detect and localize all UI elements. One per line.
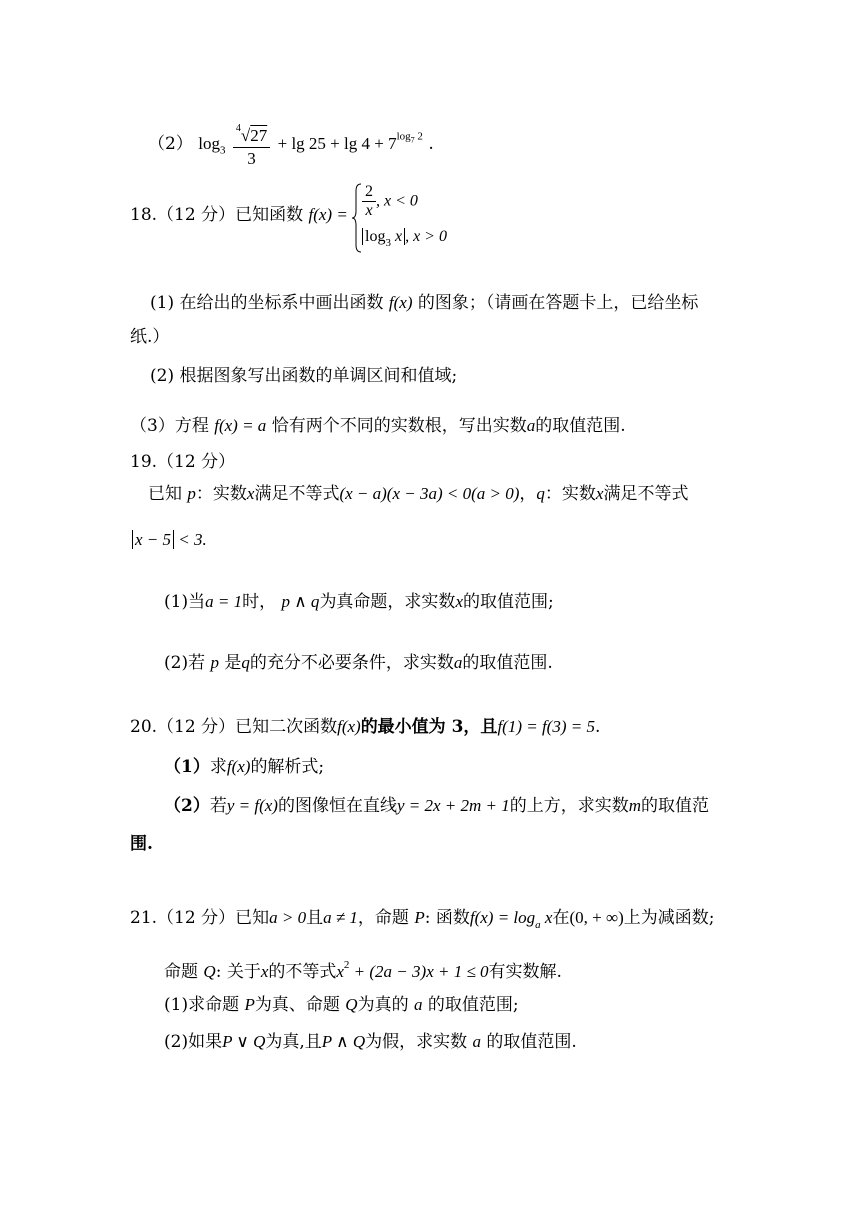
problem-18-part-1: (1) 在给出的坐标系中画出函数 f(x) 的图象；（请画在答题卡上，已给坐标 (150, 293, 699, 313)
score: （12 分） (157, 717, 236, 737)
expression-rest: + lg 25 + lg 4 + 7 (277, 134, 397, 153)
score: （12 分） (157, 205, 236, 225)
score: （12 分） (157, 908, 236, 928)
radicand: 27 (250, 126, 268, 145)
piecewise-case-1: $\frac{2}{x}$ , x < 0 (362, 183, 418, 220)
problem-21-part-1: (1)求命题 P为真、命题 Q为真的 a 的取值范围; (164, 995, 519, 1015)
log-base: 3 (219, 144, 226, 157)
problem-18-part-1-cont: 纸.） (130, 327, 170, 347)
problem-19-header (130, 450, 235, 474)
problem-19-part-2: (2)若 p 是q的充分不必要条件，求实数a的取值范围. (164, 653, 553, 673)
radical-fraction: $\frac{^4√27}{3}$ (233, 118, 270, 170)
function-label: f(x) = (308, 205, 348, 224)
problem-19-line-2: x − 5 < 3. (132, 528, 207, 552)
root-index: 4 (235, 123, 241, 134)
problem-20-part-2-cont: 围. (130, 834, 153, 854)
problem-21-line-2: 命题 Q: 关于x的不等式$x^2 + (2a - 3)x + 1 \le 0$有实数解. (164, 959, 562, 982)
problem-20-part-1: （1）求f(x)的解析式; (164, 757, 325, 777)
part-label: （2） (148, 134, 193, 154)
problem-17-part-2: （2） $\log_3$ $\frac{^4√27}{3}$ + $\lg 25 + \lg 4 + 7^{log7}$ $^2$ . (148, 118, 434, 168)
problem-number: 21. (130, 908, 158, 928)
problem-21-part-2: (2)如果P ∨ Q为真,且P ∧ Q为假，求实数 a 的取值范围. (164, 1032, 577, 1052)
problem-number: 18. (130, 205, 158, 225)
problem-19-part-1: (1)当a = 1时， p ∧ q为真命题，求实数x的取值范围; (164, 592, 554, 612)
problem-19-line-1: 已知 p：实数x满足不等式(x − a)(x − 3a) < 0(a > 0)，q：实数x满足不等式 (148, 484, 689, 504)
piecewise-case-2: $\log_3 x$ , x > 0 (362, 228, 447, 249)
problem-18-part-2: (2) 根据图象写出函数的单调区间和值域; (150, 366, 458, 386)
problem-number: 20. (130, 717, 158, 737)
denominator: 3 (247, 149, 256, 168)
score: （12 分） (157, 452, 236, 472)
problem-20-stem: 20.（12 分）已知二次函数f(x)的最小值为 3，且f(1) = f(3) = 5. (130, 717, 601, 737)
problem-number: 19. (130, 452, 158, 472)
problem-18-stem: 18.（12 分）已知函数 f(x) = (130, 205, 348, 225)
problem-18-part-3: （3）方程 f(x) = a 恰有两个不同的实数根，写出实数a的取值范围. (130, 416, 626, 436)
piecewise-brace (352, 183, 362, 253)
problem-21-line-1: 21.（12 分）已知a > 0且a ≠ 1，命题 P: 函数$f(x) = \log_a x$在(0, + ∞)上为减函数; (130, 908, 715, 931)
problem-20-part-2: （2）若y = f(x)的图像恒在直线y = 2x + 2m + 1的上方，求实数m的取值范 (164, 796, 710, 816)
